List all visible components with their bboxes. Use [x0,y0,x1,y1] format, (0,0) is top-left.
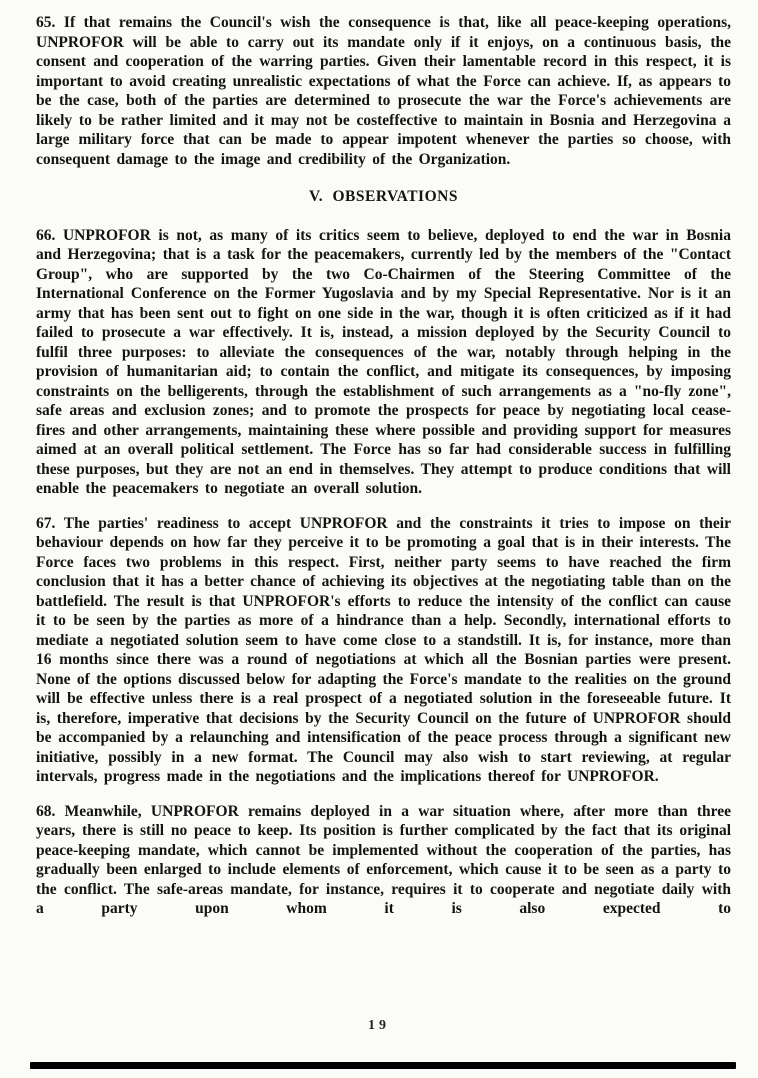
scan-artifact-bar [30,1062,736,1069]
paragraph-67: 67. The parties' readiness to accept UNPROFOR and the constraints it tries to impose on their behaviour depends on how far they perceive it to be promoting a goal that is in their interests. The Force faces two problems in this respect. First, neither party seems to have reached the firm conclusion that it has a better chance of achieving its objectives at the negotiating table than on the battlefield. The result is that UNPROFOR's efforts to reduce the intensity of the conflict can cause it to be seen by the parties as more of a hindrance than a help. Secondly, international efforts to mediate a negotiated solution seem to have come close to a standstill. It is, for instance, more than 16 months since there was a round of negotiations at which all the Bosnian parties were present. None of the options discussed below for adapting the Force's mandate to the realities on the ground will be effective unless there is a real prospect of a negotiated solution in the foreseeable future. It is, therefore, imperative that decisions by the Security Council on the future of UNPROFOR should be accompanied by a relaunching and intensification of the peace process through a significant new initiative, possibly in a new format. The Council may also wish to start reviewing, at regular intervals, progress made in the negotiations and the implications thereof for UNPROFOR. [36,514,731,785]
paragraph-66: 66. UNPROFOR is not, as many of its critics seem to believe, deployed to end the war in Bosnia and Herzegovina; that is a task for the peacemakers, currently led by the members of the "Contact Group", who are supported by the two Co-Chairmen of the Steering Committee of the International Conference on the Former Yugoslavia and by my Special Representative. Nor is it an army that has been sent out to fight on one side in the war, though it is often criticized as if it had failed to prosecute a war effectively. It is, instead, a mission deployed by the Security Council to fulfil three purposes: to alleviate the consequences of the war, notably through helping in the provision of humanitarian aid; to contain the conflict, and mitigate its consequences, by imposing constraints on the belligerents, through the establishment of such arrangements as a "no-fly zone", safe areas and exclusion zones; and to promote the prospects for peace by negotiating local cease-fires and other arrangements, maintaining these where possible and providing support for measures aimed at an overall political settlement. The Force has so far had considerable success in fulfilling these purposes, but they are not an end in themselves. They attempt to produce conditions that will enable the peacemakers to negotiate an overall solution. [36,226,731,497]
paragraph-65: 65. If that remains the Council's wish the consequence is that, like all peace-keeping operations, UNPROFOR will be able to carry out its mandate only if it enjoys, on a continuous basis, the consent and cooperation of the warring parties. Given their lamentable record in this respect, it is important to avoid creating unrealistic expectations of what the Force can achieve. If, as appears to be the case, both of the parties are determined to prosecute the war the Force's achievements are likely to be rather limited and it may not be costeffective to maintain in Bosnia and Herzegovina a large military force that can be made to appear impotent whenever the parties so choose, with consequent damage to the image and credibility of the Organization. [36,14,731,168]
paragraph-68: 68. Meanwhile, UNPROFOR remains deployed in a war situation where, after more than three years, there is still no peace to keep. Its position is further complicated by the fact that its original peace-keeping mandate, which cannot be implemented without the cooperation of the parties, has gradually been enlarged to include elements of enforcement, which cause it to be seen as a party to the conflict. The safe-areas mandate, for instance, requires it to cooperate and negotiate daily with a party upon whom it is also expected to [36,802,731,917]
page-number: 19 [368,1018,390,1033]
section-heading-observations: V. OBSERVATIONS [309,188,458,205]
